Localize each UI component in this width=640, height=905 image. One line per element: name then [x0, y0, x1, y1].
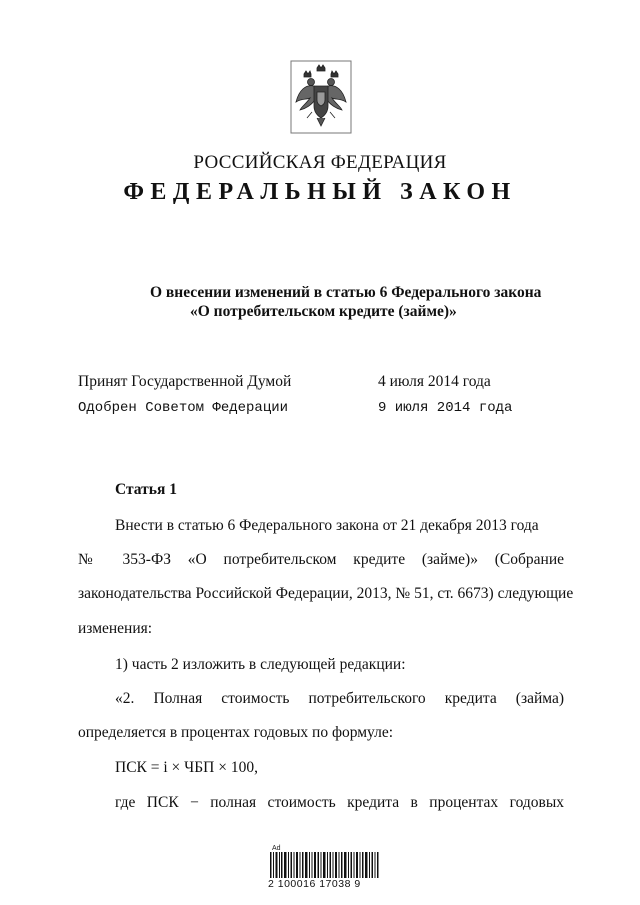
- svg-text:Ad: Ad: [272, 845, 281, 852]
- article-heading: Статья 1: [115, 481, 177, 498]
- law-title-line-1: О внесении изменений в статью 6 Федерального закона: [150, 284, 542, 301]
- body-line: 1) часть 2 изложить в следующей редакции:: [115, 656, 406, 673]
- body-line: изменения:: [78, 620, 153, 637]
- russian-coat-of-arms-icon: [290, 60, 352, 134]
- country-name: РОССИЙСКАЯ ФЕДЕРАЦИЯ: [193, 152, 447, 173]
- body-line: «2. Полная стоимость потребительского кредита (займа): [115, 690, 564, 707]
- body-line: где ПСК − полная стоимость кредита в процентах годовых: [115, 794, 564, 811]
- body-line: определяется в процентах годовых по формуле:: [78, 724, 394, 741]
- law-title-line-2: «О потребительском кредите (займе)»: [190, 303, 457, 320]
- barcode-icon: [268, 842, 380, 880]
- barcode-number: 2 100016 17038 9: [268, 878, 361, 890]
- approved-by-council-label: Одобрен Советом Федерации: [78, 400, 289, 416]
- body-line: № 353-ФЗ «О потребительском кредите (займе)» (Собрание: [78, 551, 564, 568]
- document-type: ФЕДЕРАЛЬНЫЙ ЗАКОН: [123, 179, 517, 205]
- formula-line: ПСК = i × ЧБП × 100,: [115, 759, 258, 776]
- adopted-by-duma-date: 4 июля 2014 года: [378, 373, 491, 390]
- approved-by-council-date: 9 июля 2014 года: [378, 400, 513, 416]
- body-line: Внести в статью 6 Федерального закона от 21 декабря 2013 года: [115, 517, 539, 534]
- adopted-by-duma-label: Принят Государственной Думой: [78, 373, 292, 390]
- body-line: законодательства Российской Федерации, 2013, № 51, ст. 6673) следующие: [78, 585, 574, 602]
